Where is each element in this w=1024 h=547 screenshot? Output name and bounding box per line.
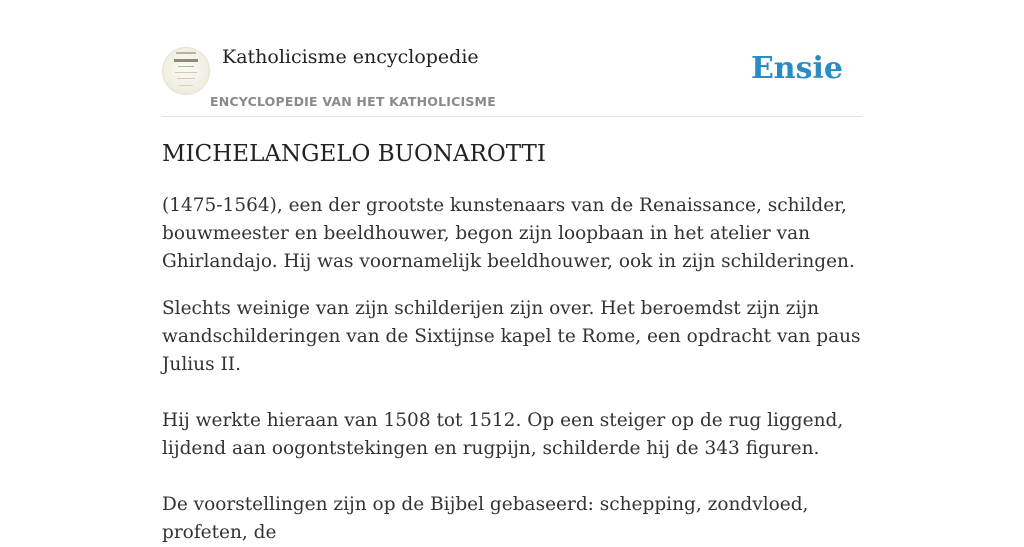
logo-line [177,78,195,79]
site-subtitle: ENCYCLOPEDIE VAN HET KATHOLICISME [210,94,496,109]
site-title-link[interactable]: Katholicisme encyclopedie [222,46,479,68]
article-paragraph: Slechts weinige van zijn schilderijen zijn over. Het beroemdst zijn zijn wandschilderingen van de Sixtijnse kapel te Rome, een opdracht van paus Julius II. [162,298,861,375]
article-paragraph: (1475-1564), een der grootste kunstenaars van de Renaissance, schilder, bouwmeester en beeldhouwer, begon zijn loopbaan in het atelier van Ghirlandajo. Hij was voornamelijk beeldhouwer, ook in zijn schilderingen. [162,195,855,272]
logo-line [175,72,197,73]
encyclopedia-cover-icon[interactable] [162,47,210,95]
logo-line [178,66,194,67]
logo-line [174,59,198,62]
ensie-logo-link[interactable]: Ensie [750,51,843,86]
article-paragraph: Hij werkte hieraan van 1508 tot 1512. Op een steiger op de rug liggend, lijdend aan oogontstekingen en rugpijn, schilderde hij de 343 figuren. [162,410,844,459]
logo-line [179,85,193,86]
article-paragraph: De voorstellingen zijn op de Bijbel gebaseerd: schepping, zondvloed, profeten, de [162,494,809,543]
site-header [162,44,862,117]
logo-line [176,52,196,54]
article [162,138,862,547]
article-title: MICHELANGELO BUONAROTTI [162,141,546,167]
